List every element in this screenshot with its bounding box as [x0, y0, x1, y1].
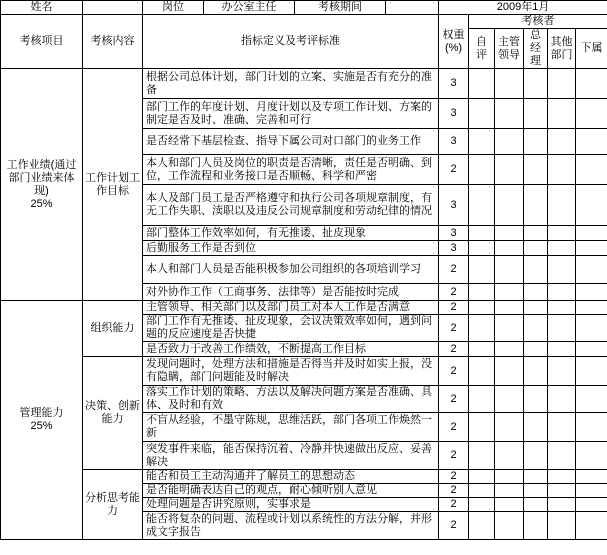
score-cell-subordinate[interactable]	[576, 284, 607, 301]
score-cell-other-dept[interactable]	[548, 185, 576, 226]
score-cell-gm[interactable]	[524, 512, 548, 540]
score-cell-gm[interactable]	[524, 284, 548, 301]
criteria-cell: 落实工作计划的策略、方法以及解决问题方案是否准确、具体、及时和有效	[143, 386, 439, 413]
score-cell-self[interactable]	[469, 413, 495, 442]
col-content-header: 考核内容	[83, 15, 143, 69]
assessor-other-dept-header: 其他部门	[548, 29, 576, 69]
score-cell-other-dept[interactable]	[548, 69, 576, 99]
score-cell-supervisor[interactable]	[495, 226, 524, 241]
score-cell-supervisor[interactable]	[495, 69, 524, 99]
name-label: 姓名	[1, 1, 83, 15]
weight-cell: 2	[439, 498, 469, 512]
score-cell-supervisor[interactable]	[495, 155, 524, 185]
score-cell-gm[interactable]	[524, 185, 548, 226]
col-item-header: 考核项目	[1, 15, 83, 69]
score-cell-other-dept[interactable]	[548, 413, 576, 442]
score-cell-other-dept[interactable]	[548, 512, 576, 540]
weight-cell: 2	[439, 470, 469, 484]
score-cell-gm[interactable]	[524, 301, 548, 315]
score-cell-other-dept[interactable]	[548, 484, 576, 498]
score-cell-supervisor[interactable]	[495, 484, 524, 498]
score-cell-supervisor[interactable]	[495, 129, 524, 155]
score-cell-supervisor[interactable]	[495, 185, 524, 226]
criteria-cell: 本人及部门员工是否严格遵守和执行公司各项规章制度，有无工作失职、渎职以及违反公司规章制度和劳动纪律的情况	[143, 185, 439, 226]
table-row	[1, 69, 607, 99]
score-cell-supervisor[interactable]	[495, 342, 524, 357]
score-cell-gm[interactable]	[524, 129, 548, 155]
score-cell-subordinate[interactable]	[576, 442, 607, 470]
weight-cell: 3	[439, 226, 469, 241]
assessor-subordinate-header: 下属	[576, 29, 607, 69]
weight-cell: 2	[439, 155, 469, 185]
item-label: 工作业绩(通过部门业绩来体现)	[6, 158, 77, 197]
col-indicator-header: 指标定义及考评标准	[143, 15, 439, 69]
criteria-cell: 对外协作工作（工商事务、法律等）是否能按时完成	[143, 284, 439, 301]
score-cell-subordinate[interactable]	[576, 470, 607, 484]
score-cell-gm[interactable]	[524, 226, 548, 241]
table-row	[1, 301, 607, 315]
score-cell-other-dept[interactable]	[548, 342, 576, 357]
period-label: 考核期间	[318, 1, 362, 13]
score-cell-supervisor[interactable]	[495, 498, 524, 512]
assessor-gm-header: 总经理	[524, 29, 548, 69]
score-cell-supervisor[interactable]	[495, 256, 524, 284]
score-cell-self[interactable]	[469, 99, 495, 129]
score-cell-gm[interactable]	[524, 470, 548, 484]
score-cell-other-dept[interactable]	[548, 442, 576, 470]
score-cell-self[interactable]	[469, 342, 495, 357]
criteria-cell: 能否将复杂的问题、流程或计划以系统性的方法分解，并形成文字报告	[143, 512, 439, 540]
content-cell: 工作计划工作目标	[83, 69, 143, 301]
weight-cell: 2	[439, 512, 469, 540]
score-cell-gm[interactable]	[524, 155, 548, 185]
score-cell-gm[interactable]	[524, 442, 548, 470]
score-cell-self[interactable]	[469, 185, 495, 226]
item-cell	[1, 301, 83, 540]
score-cell-other-dept[interactable]	[548, 226, 576, 241]
score-cell-gm[interactable]	[524, 69, 548, 99]
score-cell-gm[interactable]	[524, 99, 548, 129]
score-cell-subordinate[interactable]	[576, 342, 607, 357]
score-cell-self[interactable]	[469, 484, 495, 498]
score-cell-self[interactable]	[469, 284, 495, 301]
score-cell-gm[interactable]	[524, 342, 548, 357]
score-cell-self[interactable]	[469, 301, 495, 315]
score-cell-subordinate[interactable]	[576, 301, 607, 315]
weight-cell: 3	[439, 241, 469, 256]
score-cell-gm[interactable]	[524, 357, 548, 386]
score-cell-subordinate[interactable]	[576, 315, 607, 342]
score-cell-subordinate[interactable]	[576, 185, 607, 226]
col-weight-header: 权重(%)	[439, 15, 469, 69]
item-cell	[1, 69, 83, 301]
weight-cell: 3	[439, 185, 469, 226]
score-cell-supervisor[interactable]	[495, 442, 524, 470]
score-cell-other-dept[interactable]	[548, 241, 576, 256]
header-mid-cell	[143, 1, 439, 15]
score-cell-supervisor[interactable]	[495, 284, 524, 301]
score-cell-gm[interactable]	[524, 413, 548, 442]
criteria-cell: 处理问题是否讲究原则，实事求是	[143, 498, 439, 512]
criteria-cell: 发现问题时，处理方法和措施是否得当并及时如实上报，没有隐瞒，部门问题能及时解决	[143, 357, 439, 386]
score-cell-self[interactable]	[469, 256, 495, 284]
weight-cell: 3	[439, 129, 469, 155]
score-cell-self[interactable]	[469, 226, 495, 241]
score-cell-subordinate[interactable]	[576, 413, 607, 442]
assessor-supervisor-header: 主管领导	[495, 29, 524, 69]
score-cell-self[interactable]	[469, 69, 495, 99]
weight-cell: 3	[439, 69, 469, 99]
weight-cell: 2	[439, 301, 469, 315]
score-cell-subordinate[interactable]	[576, 69, 607, 99]
criteria-cell: 能否和员工主动沟通并了解员工的思想动态	[143, 470, 439, 484]
score-cell-gm[interactable]	[524, 315, 548, 342]
weight-cell: 2	[439, 256, 469, 284]
score-cell-subordinate[interactable]	[576, 256, 607, 284]
score-cell-gm[interactable]	[524, 484, 548, 498]
score-cell-other-dept[interactable]	[548, 357, 576, 386]
score-cell-self[interactable]	[469, 498, 495, 512]
period-value: 2009年1月	[439, 1, 607, 15]
content-cell: 分析思考能力	[83, 470, 143, 540]
weight-cell: 2	[439, 357, 469, 386]
score-cell-self[interactable]	[469, 315, 495, 342]
position-label: 岗位	[162, 1, 184, 13]
weight-cell: 2	[439, 315, 469, 342]
score-cell-self[interactable]	[469, 241, 495, 256]
weight-cell: 2	[439, 413, 469, 442]
score-cell-other-dept[interactable]	[548, 284, 576, 301]
table-row	[1, 470, 607, 484]
score-cell-supervisor[interactable]	[495, 386, 524, 413]
position-value: 办公室主任	[203, 1, 295, 14]
score-cell-subordinate[interactable]	[576, 226, 607, 241]
weight-cell: 3	[439, 99, 469, 129]
criteria-cell: 是否经常下基层检查、指导下属公司对口部门的业务工作	[143, 129, 439, 155]
score-cell-other-dept[interactable]	[548, 155, 576, 185]
content-cell: 决策、创新能力	[83, 357, 143, 470]
criteria-cell: 部门工作的年度计划、月度计划以及专项工作计划、方案的制定是否及时、准确、完善和可行	[143, 99, 439, 129]
content-cell: 组织能力	[83, 301, 143, 357]
item-label: 管理能力	[19, 407, 64, 419]
score-cell-supervisor[interactable]	[495, 413, 524, 442]
score-cell-gm[interactable]	[524, 241, 548, 256]
criteria-cell: 是否致力于改善工作绩效，不断提高工作目标	[143, 342, 439, 357]
weight-cell: 2	[439, 284, 469, 301]
score-cell-other-dept[interactable]	[548, 386, 576, 413]
score-cell-subordinate[interactable]	[576, 357, 607, 386]
score-cell-self[interactable]	[469, 357, 495, 386]
table-row	[1, 357, 607, 386]
score-cell-subordinate[interactable]	[576, 99, 607, 129]
criteria-cell: 主管领导、相关部门以及部门员工对本人工作是否满意	[143, 301, 439, 315]
score-cell-supervisor[interactable]	[495, 357, 524, 386]
criteria-cell: 根据公司总体计划，部门计划的立案、实施是否有充分的准备	[143, 69, 439, 99]
weight-cell: 2	[439, 484, 469, 498]
score-cell-other-dept[interactable]	[548, 129, 576, 155]
score-cell-subordinate[interactable]	[576, 484, 607, 498]
criteria-cell: 是否能明确表达自己的观点，耐心倾听别人意见	[143, 484, 439, 498]
score-cell-other-dept[interactable]	[548, 99, 576, 129]
criteria-cell: 突发事件来临，能否保持沉着、冷静并快速做出反应、妥善解决	[143, 442, 439, 470]
score-cell-gm[interactable]	[524, 386, 548, 413]
score-cell-self[interactable]	[469, 386, 495, 413]
score-cell-supervisor[interactable]	[495, 512, 524, 540]
score-cell-supervisor[interactable]	[495, 315, 524, 342]
name-value[interactable]	[83, 1, 143, 15]
criteria-cell: 本人和部门人员及岗位的职责是否清晰，责任是否明确、到位，工作流程和业务接口是否顺畅、科学和严密	[143, 155, 439, 185]
criteria-cell: 本人和部门人员是否能积极参加公司组织的各项培训学习	[143, 256, 439, 284]
score-cell-supervisor[interactable]	[495, 241, 524, 256]
weight-cell: 2	[439, 342, 469, 357]
score-cell-gm[interactable]	[524, 498, 548, 512]
criteria-cell: 部门整体工作效率如何，有无推诿、扯皮现象	[143, 226, 439, 241]
score-cell-other-dept[interactable]	[548, 315, 576, 342]
score-cell-gm[interactable]	[524, 256, 548, 284]
item-weight: 25%	[30, 197, 53, 210]
criteria-cell: 后勤服务工作是否到位	[143, 241, 439, 256]
weight-cell: 2	[439, 386, 469, 413]
score-cell-subordinate[interactable]	[576, 241, 607, 256]
score-cell-subordinate[interactable]	[576, 386, 607, 413]
score-cell-self[interactable]	[469, 442, 495, 470]
score-cell-other-dept[interactable]	[548, 256, 576, 284]
score-cell-other-dept[interactable]	[548, 498, 576, 512]
criteria-cell: 部门工作有无推诿、扯皮现象，会议决策效率如何，遇到问题的反应速度是否快捷	[143, 315, 439, 342]
score-cell-self[interactable]	[469, 512, 495, 540]
score-cell-other-dept[interactable]	[548, 301, 576, 315]
score-cell-self[interactable]	[469, 155, 495, 185]
score-cell-supervisor[interactable]	[495, 99, 524, 129]
assessors-group-header: 考核者	[469, 15, 607, 29]
weight-cell: 2	[439, 442, 469, 470]
item-weight: 25%	[30, 420, 53, 432]
assessor-self-header: 自评	[469, 29, 495, 69]
score-cell-self[interactable]	[469, 470, 495, 484]
score-cell-subordinate[interactable]	[576, 129, 607, 155]
score-cell-subordinate[interactable]	[576, 155, 607, 185]
criteria-cell: 不盲从经验，不墨守陈规，思维活跃，部门各项工作焕然一新	[143, 413, 439, 442]
score-cell-other-dept[interactable]	[548, 470, 576, 484]
score-cell-supervisor[interactable]	[495, 301, 524, 315]
score-cell-supervisor[interactable]	[495, 470, 524, 484]
score-cell-subordinate[interactable]	[576, 498, 607, 512]
score-cell-subordinate[interactable]	[576, 512, 607, 540]
score-cell-self[interactable]	[469, 129, 495, 155]
